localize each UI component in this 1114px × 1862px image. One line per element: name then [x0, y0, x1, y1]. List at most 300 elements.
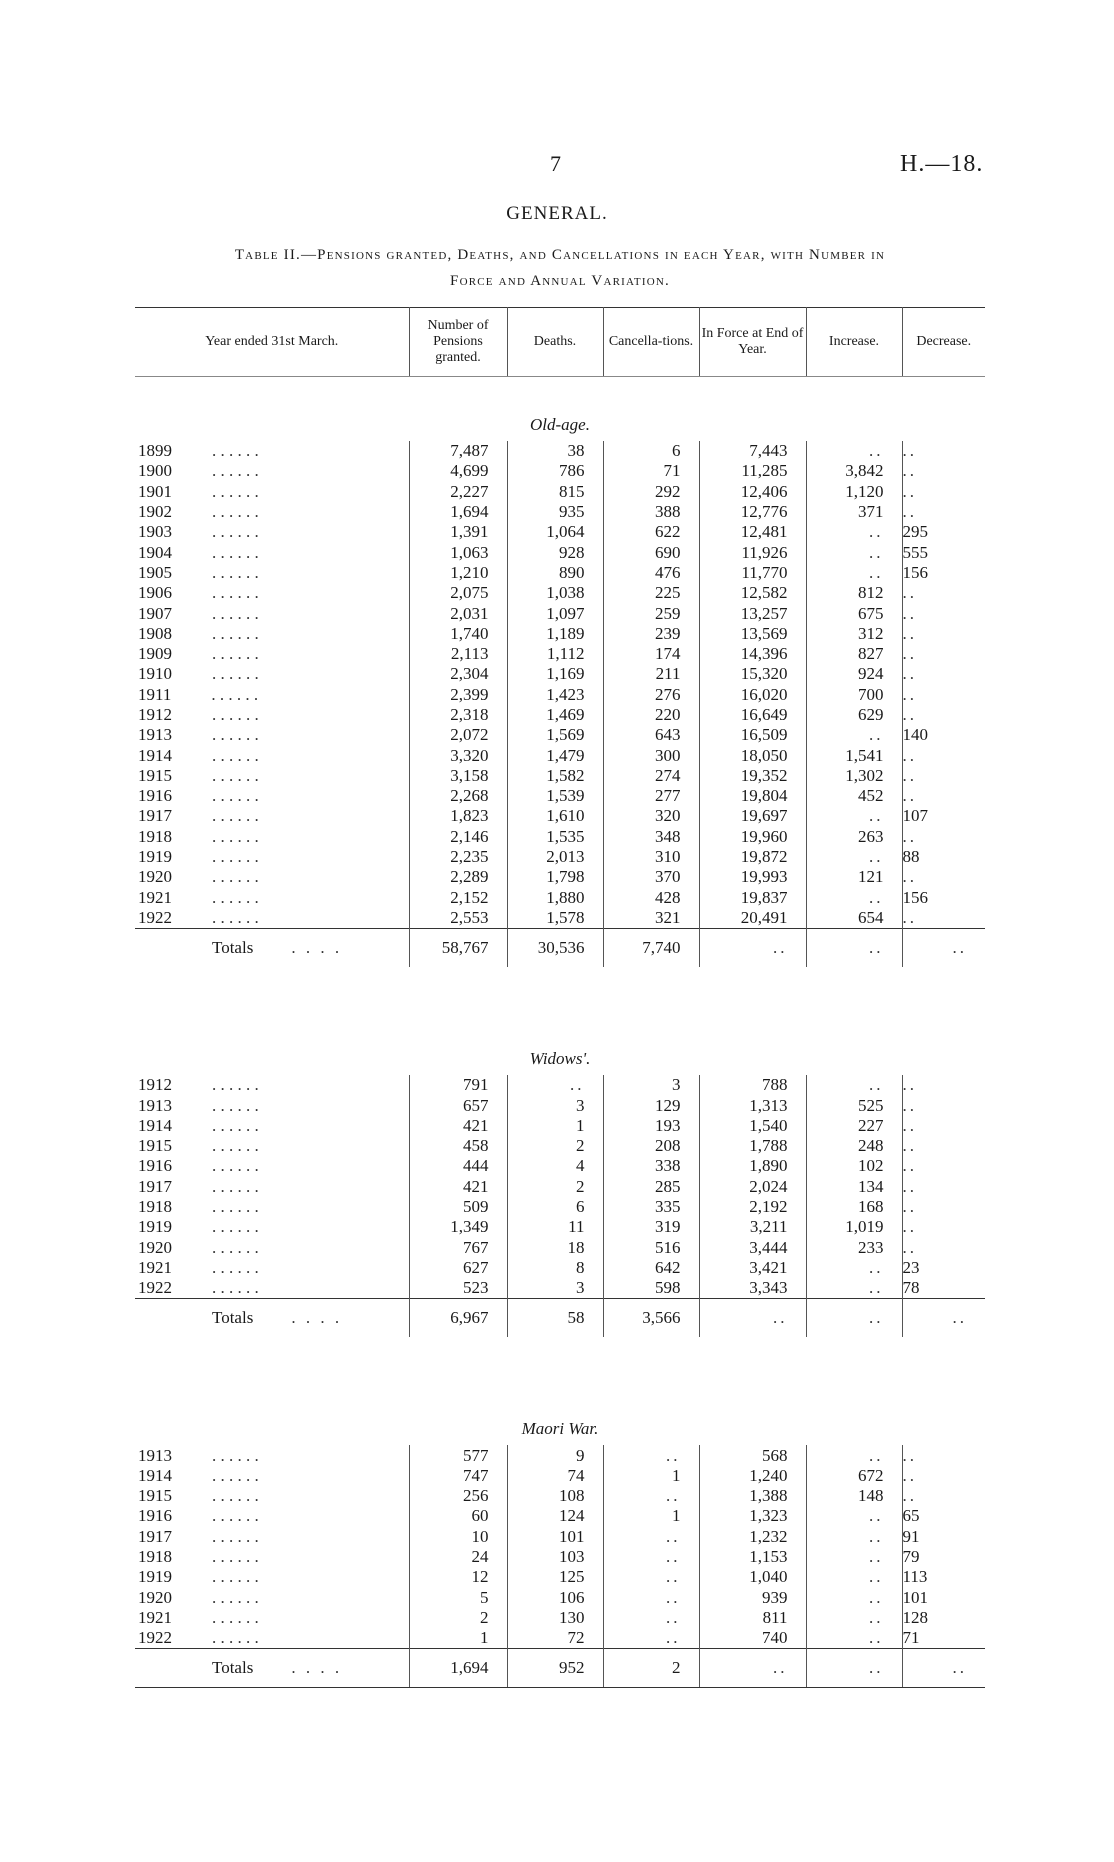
cell-decrease: .. — [902, 583, 917, 603]
cell-in-force: 811 — [699, 1608, 806, 1628]
table-row — [135, 786, 985, 806]
document-reference: H.—18. — [900, 151, 984, 177]
cell-increase: 312 — [806, 624, 902, 644]
table-row — [135, 624, 985, 644]
cell-deaths: 1,038 — [507, 583, 603, 603]
cell-deaths: 1,189 — [507, 624, 603, 644]
cell-deaths: 3 — [507, 1278, 603, 1299]
dot-leader: . . . . . . — [212, 1506, 259, 1526]
cell-deaths: 2,013 — [507, 847, 603, 867]
cell-increase: .. — [806, 1547, 902, 1567]
cell-granted: 791 — [409, 1075, 507, 1095]
cell-increase: .. — [806, 847, 902, 867]
cell-increase: 1,302 — [806, 766, 902, 786]
cell-in-force: 1,232 — [699, 1527, 806, 1547]
table-row — [135, 725, 985, 745]
cell-year — [135, 745, 409, 765]
cell-decrease: 88 — [902, 847, 920, 867]
table-row — [135, 644, 985, 664]
page-heading: GENERAL. — [506, 203, 608, 224]
cell-year — [135, 867, 409, 887]
table-row — [135, 1095, 985, 1115]
cell-year — [135, 1608, 409, 1628]
cell-increase: .. — [806, 1258, 902, 1278]
cell-cancellations: 300 — [603, 745, 699, 765]
table-row — [135, 705, 985, 725]
cell-increase: 168 — [806, 1197, 902, 1217]
dot-leader: . . . . . . — [212, 806, 259, 826]
year-label: 1914 — [138, 745, 172, 765]
dot-leader: . . . . . . — [212, 1587, 259, 1607]
totals-text: Totals — [212, 938, 254, 958]
cell-in-force: 19,804 — [699, 786, 806, 806]
cell-year — [135, 664, 409, 684]
table-row — [135, 766, 985, 786]
cell-deaths: 74 — [507, 1466, 603, 1486]
year-label: 1920 — [138, 867, 172, 887]
cell-cancellations: 1 — [603, 1466, 699, 1486]
cell-in-force: 7,443 — [699, 441, 806, 461]
cell-increase: .. — [806, 1567, 902, 1587]
cell-cancellations: .. — [603, 1628, 699, 1649]
year-label: 1922 — [138, 1628, 172, 1648]
cell-granted: 2,268 — [409, 786, 507, 806]
cell-granted: 1,391 — [409, 522, 507, 542]
totals-cancellations: 7,740 — [603, 929, 699, 968]
dot-leader: . . . . . . — [212, 1176, 259, 1196]
cell-decrease: .. — [902, 603, 917, 623]
cell-deaths: 1,097 — [507, 603, 603, 623]
cell-cancellations: 388 — [603, 502, 699, 522]
cell-cancellations: 274 — [603, 766, 699, 786]
dot-leader: . . . . . . — [212, 542, 259, 562]
cell-deaths: 1,535 — [507, 827, 603, 847]
table-row — [135, 482, 985, 502]
col-header-cancellations: Cancella-tions. — [603, 308, 699, 377]
cell-increase: 134 — [806, 1177, 902, 1197]
totals-text: Totals — [212, 1658, 254, 1678]
cell-granted: 4,699 — [409, 461, 507, 481]
cell-decrease: .. — [902, 1486, 917, 1506]
cell-granted: 2,146 — [409, 827, 507, 847]
table-row — [135, 1547, 985, 1567]
cell-increase: .. — [806, 441, 902, 461]
cell-deaths: 106 — [507, 1587, 603, 1607]
cell-granted: 2,227 — [409, 482, 507, 502]
cell-increase: 102 — [806, 1156, 902, 1176]
cell-year — [135, 908, 409, 929]
cell-increase: .. — [806, 1527, 902, 1547]
cell-deaths: 1,169 — [507, 664, 603, 684]
cell-cancellations: 71 — [603, 461, 699, 481]
cell-cancellations: .. — [603, 1445, 699, 1465]
cell-in-force: 568 — [699, 1445, 806, 1465]
totals-cancellations: 2 — [603, 1649, 699, 1688]
cell-cancellations: 348 — [603, 827, 699, 847]
cell-year — [135, 786, 409, 806]
cell-cancellations: .. — [603, 1547, 699, 1567]
year-label: 1912 — [138, 705, 172, 724]
totals-row — [135, 1649, 985, 1688]
cell-decrease: 65 — [902, 1506, 920, 1526]
cell-in-force: 16,649 — [699, 705, 806, 725]
totals-label — [135, 1299, 409, 1338]
cell-deaths: 1,112 — [507, 644, 603, 664]
cell-decrease: .. — [902, 1445, 917, 1465]
cell-deaths: 103 — [507, 1547, 603, 1567]
dot-leader: . . . . . . — [212, 786, 259, 806]
cell-decrease: .. — [902, 867, 917, 887]
totals-row — [135, 1299, 985, 1338]
cell-decrease: 295 — [902, 522, 928, 542]
cell-increase: .. — [806, 563, 902, 583]
year-label: 1916 — [138, 1506, 172, 1526]
table-row — [135, 1567, 985, 1587]
cell-year — [135, 1547, 409, 1567]
cell-year — [135, 1177, 409, 1197]
dot-leader: . . . . . . — [212, 1257, 259, 1277]
table-row — [135, 1156, 985, 1176]
cell-decrease: .. — [902, 765, 917, 785]
cell-year — [135, 482, 409, 502]
caption-line-2: Force and Annual Variation. — [450, 273, 670, 289]
cell-granted: 2,235 — [409, 847, 507, 867]
cell-decrease: .. — [902, 1136, 917, 1156]
cell-deaths: 1,469 — [507, 705, 603, 725]
year-label: 1918 — [138, 826, 172, 846]
cell-deaths: 2 — [507, 1177, 603, 1197]
cell-decrease: .. — [902, 1237, 917, 1257]
cell-decrease: .. — [902, 644, 917, 664]
dot-leader: . . . . . . — [212, 1156, 259, 1176]
dot-leader: . . . . . . — [212, 1628, 259, 1648]
cell-cancellations: 6 — [603, 441, 699, 461]
year-label: 1910 — [138, 664, 172, 684]
cell-year — [135, 888, 409, 908]
cell-in-force: 15,320 — [699, 664, 806, 684]
cell-decrease: 91 — [902, 1526, 920, 1546]
table-row — [135, 1587, 985, 1607]
cell-granted: 3,158 — [409, 766, 507, 786]
cell-decrease: .. — [902, 1115, 917, 1135]
cell-deaths: 928 — [507, 542, 603, 562]
table-row — [135, 1197, 985, 1217]
cell-decrease: 555 — [902, 542, 928, 562]
table-row — [135, 1608, 985, 1628]
cell-decrease: .. — [902, 481, 917, 501]
cell-increase: 3,842 — [806, 461, 902, 481]
dot-leader: . . . . . . — [212, 1465, 259, 1485]
cell-decrease: 107 — [902, 806, 928, 826]
cell-cancellations: 225 — [603, 583, 699, 603]
section-title-row — [135, 1011, 985, 1075]
cell-granted: 2,304 — [409, 664, 507, 684]
cell-decrease: 113 — [902, 1567, 928, 1587]
year-label: 1916 — [138, 786, 172, 806]
year-label: 1912 — [138, 1075, 172, 1095]
cell-deaths: 38 — [507, 441, 603, 461]
cell-in-force: 11,926 — [699, 542, 806, 562]
year-label: 1921 — [138, 1257, 172, 1277]
totals-cancellations: 3,566 — [603, 1299, 699, 1338]
section-title: Widows'. — [529, 1049, 591, 1069]
dot-leader: . . . . . . — [212, 725, 259, 745]
table-row — [135, 1466, 985, 1486]
cell-granted: 2,113 — [409, 644, 507, 664]
col-header-decrease: Decrease. — [902, 308, 985, 377]
cell-year — [135, 1095, 409, 1115]
table-row — [135, 908, 985, 929]
cell-in-force: 12,481 — [699, 522, 806, 542]
dot-leader: . . . . . . — [212, 562, 259, 582]
cell-increase: .. — [806, 1608, 902, 1628]
table-row — [135, 461, 985, 481]
cell-year — [135, 1197, 409, 1217]
cell-increase: .. — [806, 1445, 902, 1465]
cell-year — [135, 441, 409, 461]
cell-cancellations: 292 — [603, 482, 699, 502]
spacer-cell — [135, 967, 985, 1011]
table-row — [135, 1258, 985, 1278]
table-row — [135, 583, 985, 603]
cell-cancellations: 643 — [603, 725, 699, 745]
cell-granted: 747 — [409, 1466, 507, 1486]
cell-in-force: 18,050 — [699, 745, 806, 765]
cell-granted: 421 — [409, 1177, 507, 1197]
cell-in-force: 1,240 — [699, 1466, 806, 1486]
cell-deaths: 108 — [507, 1486, 603, 1506]
totals-in-force: .. — [699, 929, 806, 968]
cell-cancellations: .. — [603, 1608, 699, 1628]
totals-label — [135, 1649, 409, 1688]
totals-in-force: .. — [699, 1299, 806, 1338]
cell-year — [135, 827, 409, 847]
cell-year — [135, 1156, 409, 1176]
totals-deaths: 30,536 — [507, 929, 603, 968]
table-row — [135, 664, 985, 684]
cell-cancellations: 277 — [603, 786, 699, 806]
cell-increase: 452 — [806, 786, 902, 806]
dot-leader: . . . . . . — [212, 1445, 259, 1465]
cell-year — [135, 725, 409, 745]
dot-leader: . . . . . . — [212, 1278, 259, 1298]
cell-deaths: 130 — [507, 1608, 603, 1628]
cell-decrease: .. — [902, 826, 917, 846]
table-row — [135, 502, 985, 522]
dot-leader: . . . . . . — [212, 826, 259, 846]
dot-leader: . . . . . . — [212, 1486, 259, 1506]
cell-granted: 1,210 — [409, 563, 507, 583]
cell-decrease: .. — [902, 664, 917, 684]
cell-granted: 1,063 — [409, 542, 507, 562]
cell-year — [135, 1258, 409, 1278]
cell-increase: 827 — [806, 644, 902, 664]
cell-increase: 700 — [806, 685, 902, 705]
dot-leader: . . . . — [291, 938, 343, 958]
year-label: 1913 — [138, 725, 172, 745]
cell-granted: 60 — [409, 1506, 507, 1526]
cell-granted: 2,553 — [409, 908, 507, 929]
table-row — [135, 563, 985, 583]
dot-leader: . . . . . . — [212, 1237, 259, 1257]
cell-deaths: 815 — [507, 482, 603, 502]
cell-deaths: 125 — [507, 1567, 603, 1587]
cell-increase: .. — [806, 1278, 902, 1299]
totals-in-force: .. — [699, 1649, 806, 1688]
cell-year — [135, 1238, 409, 1258]
table-row — [135, 1445, 985, 1465]
dot-leader: . . . . . . — [212, 1095, 259, 1115]
table-row — [135, 888, 985, 908]
cell-deaths: 1,539 — [507, 786, 603, 806]
table-header-row — [135, 308, 985, 377]
cell-cancellations: 220 — [603, 705, 699, 725]
cell-granted: 767 — [409, 1238, 507, 1258]
cell-decrease: 23 — [902, 1257, 920, 1277]
cell-granted: 2,289 — [409, 867, 507, 887]
cell-cancellations: 285 — [603, 1177, 699, 1197]
cell-year — [135, 1506, 409, 1526]
dot-leader: . . . . . . — [211, 684, 259, 704]
cell-deaths: 1,798 — [507, 867, 603, 887]
cell-granted: 421 — [409, 1116, 507, 1136]
cell-cancellations: 690 — [603, 542, 699, 562]
cell-granted: 10 — [409, 1527, 507, 1547]
year-label: 1914 — [138, 1465, 172, 1485]
table-row — [135, 1177, 985, 1197]
section-title-row — [135, 377, 985, 442]
cell-cancellations: .. — [603, 1527, 699, 1547]
cell-in-force: 3,444 — [699, 1238, 806, 1258]
year-label: 1915 — [138, 765, 172, 785]
cell-increase: .. — [806, 806, 902, 826]
cell-deaths: 3 — [507, 1095, 603, 1115]
cell-cancellations: 310 — [603, 847, 699, 867]
cell-cancellations: 129 — [603, 1095, 699, 1115]
totals-decrease: .. — [902, 1299, 985, 1338]
cell-increase: .. — [806, 1075, 902, 1095]
table-row — [135, 542, 985, 562]
cell-cancellations: 335 — [603, 1197, 699, 1217]
dot-leader: . . . . . . — [212, 745, 259, 765]
table-row — [135, 1486, 985, 1506]
year-label: 1908 — [138, 623, 172, 643]
cell-increase: .. — [806, 725, 902, 745]
cell-granted: 2,031 — [409, 603, 507, 623]
cell-cancellations: 598 — [603, 1278, 699, 1299]
cell-year — [135, 522, 409, 542]
dot-leader: . . . . . . — [212, 441, 259, 461]
cell-year — [135, 1116, 409, 1136]
cell-in-force: 19,837 — [699, 888, 806, 908]
table-row — [135, 685, 985, 705]
year-label: 1902 — [138, 502, 172, 522]
year-label: 1919 — [138, 847, 172, 867]
table-row — [135, 1527, 985, 1547]
table-row — [135, 827, 985, 847]
cell-cancellations: .. — [603, 1567, 699, 1587]
cell-decrease: .. — [902, 1197, 917, 1217]
cell-increase: 675 — [806, 603, 902, 623]
table-row — [135, 1278, 985, 1299]
cell-in-force: 13,569 — [699, 624, 806, 644]
cell-year — [135, 1136, 409, 1156]
cell-in-force: 2,192 — [699, 1197, 806, 1217]
totals-deaths: 952 — [507, 1649, 603, 1688]
cell-year — [135, 1217, 409, 1237]
cell-in-force: 939 — [699, 1587, 806, 1607]
cell-decrease: .. — [902, 786, 917, 806]
cell-in-force: 1,040 — [699, 1567, 806, 1587]
section-spacer — [135, 1337, 985, 1381]
cell-increase: 672 — [806, 1466, 902, 1486]
cell-decrease: .. — [902, 1217, 917, 1237]
cell-year — [135, 542, 409, 562]
cell-decrease: .. — [902, 684, 917, 704]
totals-label — [135, 929, 409, 968]
cell-year — [135, 1567, 409, 1587]
cell-year — [135, 563, 409, 583]
cell-deaths: 18 — [507, 1238, 603, 1258]
table-row — [135, 522, 985, 542]
table-row — [135, 1506, 985, 1526]
cell-granted: 2,072 — [409, 725, 507, 745]
cell-cancellations: 642 — [603, 1258, 699, 1278]
cell-year — [135, 766, 409, 786]
col-header-in-force: In Force at End of Year. — [699, 308, 806, 377]
cell-deaths: 1,610 — [507, 806, 603, 826]
cell-granted: 2,075 — [409, 583, 507, 603]
cell-increase: 629 — [806, 705, 902, 725]
year-label: 1920 — [138, 1237, 172, 1257]
cell-in-force: 16,020 — [699, 685, 806, 705]
cell-year — [135, 1278, 409, 1299]
cell-in-force: 3,211 — [699, 1217, 806, 1237]
cell-in-force: 11,770 — [699, 563, 806, 583]
cell-year — [135, 1466, 409, 1486]
table-row — [135, 745, 985, 765]
cell-deaths: 4 — [507, 1156, 603, 1176]
cell-cancellations: 276 — [603, 685, 699, 705]
year-label: 1919 — [138, 1567, 172, 1587]
cell-in-force: 788 — [699, 1075, 806, 1095]
cell-increase: 525 — [806, 1095, 902, 1115]
table-row — [135, 1217, 985, 1237]
dot-leader: . . . . — [291, 1308, 343, 1328]
cell-cancellations: 174 — [603, 644, 699, 664]
col-header-year: Year ended 31st March. — [135, 308, 409, 377]
cell-increase: .. — [806, 522, 902, 542]
cell-decrease: 128 — [902, 1607, 928, 1627]
cell-year — [135, 502, 409, 522]
year-label: 1907 — [138, 603, 172, 623]
cell-decrease: .. — [902, 1465, 917, 1485]
cell-in-force: 3,421 — [699, 1258, 806, 1278]
cell-decrease: 101 — [902, 1587, 928, 1607]
cell-in-force: 1,788 — [699, 1136, 806, 1156]
dot-leader: . . . . . . — [212, 1567, 259, 1587]
dot-leader: . . . . . . — [212, 1075, 259, 1095]
cell-cancellations: 193 — [603, 1116, 699, 1136]
dot-leader: . . . . . . — [212, 1526, 259, 1546]
dot-leader: . . . . . . — [212, 623, 259, 643]
cell-granted: 1 — [409, 1628, 507, 1649]
col-header-increase: Increase. — [806, 308, 902, 377]
cell-cancellations: 319 — [603, 1217, 699, 1237]
cell-decrease: 79 — [902, 1547, 920, 1567]
cell-cancellations: 320 — [603, 806, 699, 826]
caption-line-1: Table II.—Pensions granted, Deaths, and Cancellations in each Year, with Number in — [234, 247, 886, 263]
